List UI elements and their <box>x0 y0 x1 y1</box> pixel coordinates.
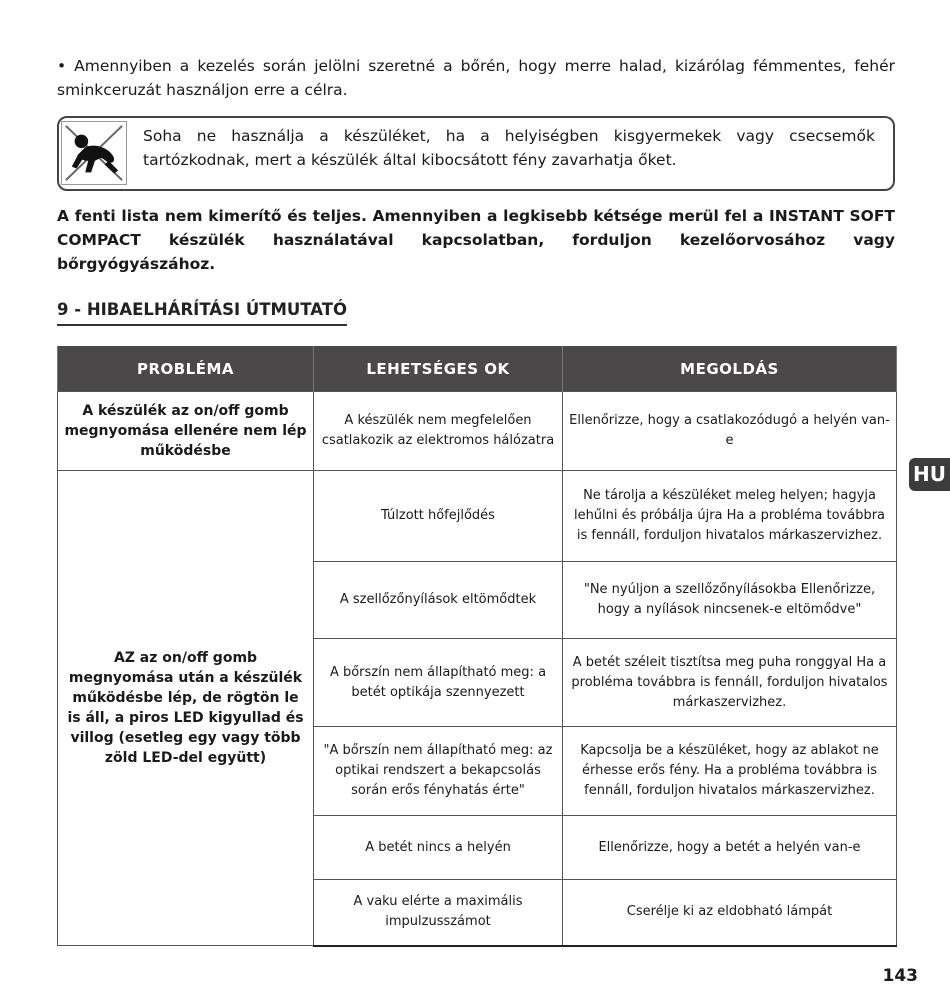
solution-cell: Ne tárolja a készüléket meleg helyen; hagyja lehűlni és próbálja újra Ha a probléma továbbra is fennáll, forduljon hivatalos márkaszervizhez. <box>563 471 897 562</box>
language-tab: HU <box>909 458 950 491</box>
troubleshooting-table <box>57 346 897 947</box>
warning-box <box>57 116 895 191</box>
cause-cell: A vaku elérte a maximális impulzusszámot <box>314 880 563 946</box>
section-title: 9 - HIBAELHÁRÍTÁSI ÚTMUTATÓ <box>57 298 347 326</box>
solution-cell: Kapcsolja be a készüléket, hogy az ablakot ne érhesse erős fény. Ha a probléma továbbra is fennáll, forduljon hivatalos márkaszervizhez. <box>563 727 897 816</box>
solution-cell: Cserélje ki az eldobható lámpát <box>563 880 897 946</box>
table-row <box>58 471 897 562</box>
bullet-paragraph: • Amennyiben a kezelés során jelölni szeretné a bőrén, hogy merre halad, kizárólag fémmentes, fehér sminkceruzát használjon erre a célra. <box>57 57 895 99</box>
header-cause: LEHETSÉGES OK <box>314 346 563 392</box>
solution-cell: Ellenőrizze, hogy a csatlakozódugó a helyén van-e <box>563 392 897 471</box>
header-problem: PROBLÉMA <box>58 346 314 392</box>
cause-cell: A készülék nem megfelelően csatlakozik az elektromos hálózatra <box>314 392 563 471</box>
problem-cell: AZ az on/off gomb megnyomása után a készülék működésbe lép, de rögtön le is áll, a piros LED kigyullad és villog (esetleg egy vagy több zöld LED-del együtt) <box>58 471 314 946</box>
solution-cell: "Ne nyúljon a szellőzőnyílásokba Ellenőrizze, hogy a nyílások nincsenek-e eltömődve" <box>563 562 897 639</box>
cause-cell: Túlzott hőfejlődés <box>314 471 563 562</box>
cause-cell: A betét nincs a helyén <box>314 816 563 880</box>
page-number: 143 <box>882 966 918 986</box>
no-infant-icon <box>61 121 127 185</box>
table-row <box>58 392 897 471</box>
solution-cell: Ellenőrizze, hogy a betét a helyén van-e <box>563 816 897 880</box>
warning-text: Soha ne használja a készüléket, ha a helyiségben kisgyermekek vagy csecsemők tartózkodnak, mert a készülék által kibocsátott fény zavarhatja őket. <box>143 127 875 169</box>
table-header-row <box>58 346 897 392</box>
cause-cell: A bőrszín nem állapítható meg: a betét optikája szennyezett <box>314 639 563 727</box>
cause-cell: A szellőzőnyílások eltömődtek <box>314 562 563 639</box>
solution-cell: A betét széleit tisztítsa meg puha ronggyal Ha a probléma továbbra is fennáll, forduljon hivatalos márkaszervizhez. <box>563 639 897 727</box>
cause-cell: "A bőrszín nem állapítható meg: az optikai rendszert a bekapcsolás során erős fényhatás érte" <box>314 727 563 816</box>
header-solution: MEGOLDÁS <box>563 346 897 392</box>
problem-cell: A készülék az on/off gomb megnyomása ellenére nem lép működésbe <box>58 392 314 471</box>
notice-paragraph: A fenti lista nem kimerítő és teljes. Amennyiben a legkisebb kétsége merül fel a INSTANT SOFT COMPACT készülék használatával kapcsolatban, forduljon kezelőorvosához vagy bőrgyógyászához. <box>57 207 895 273</box>
